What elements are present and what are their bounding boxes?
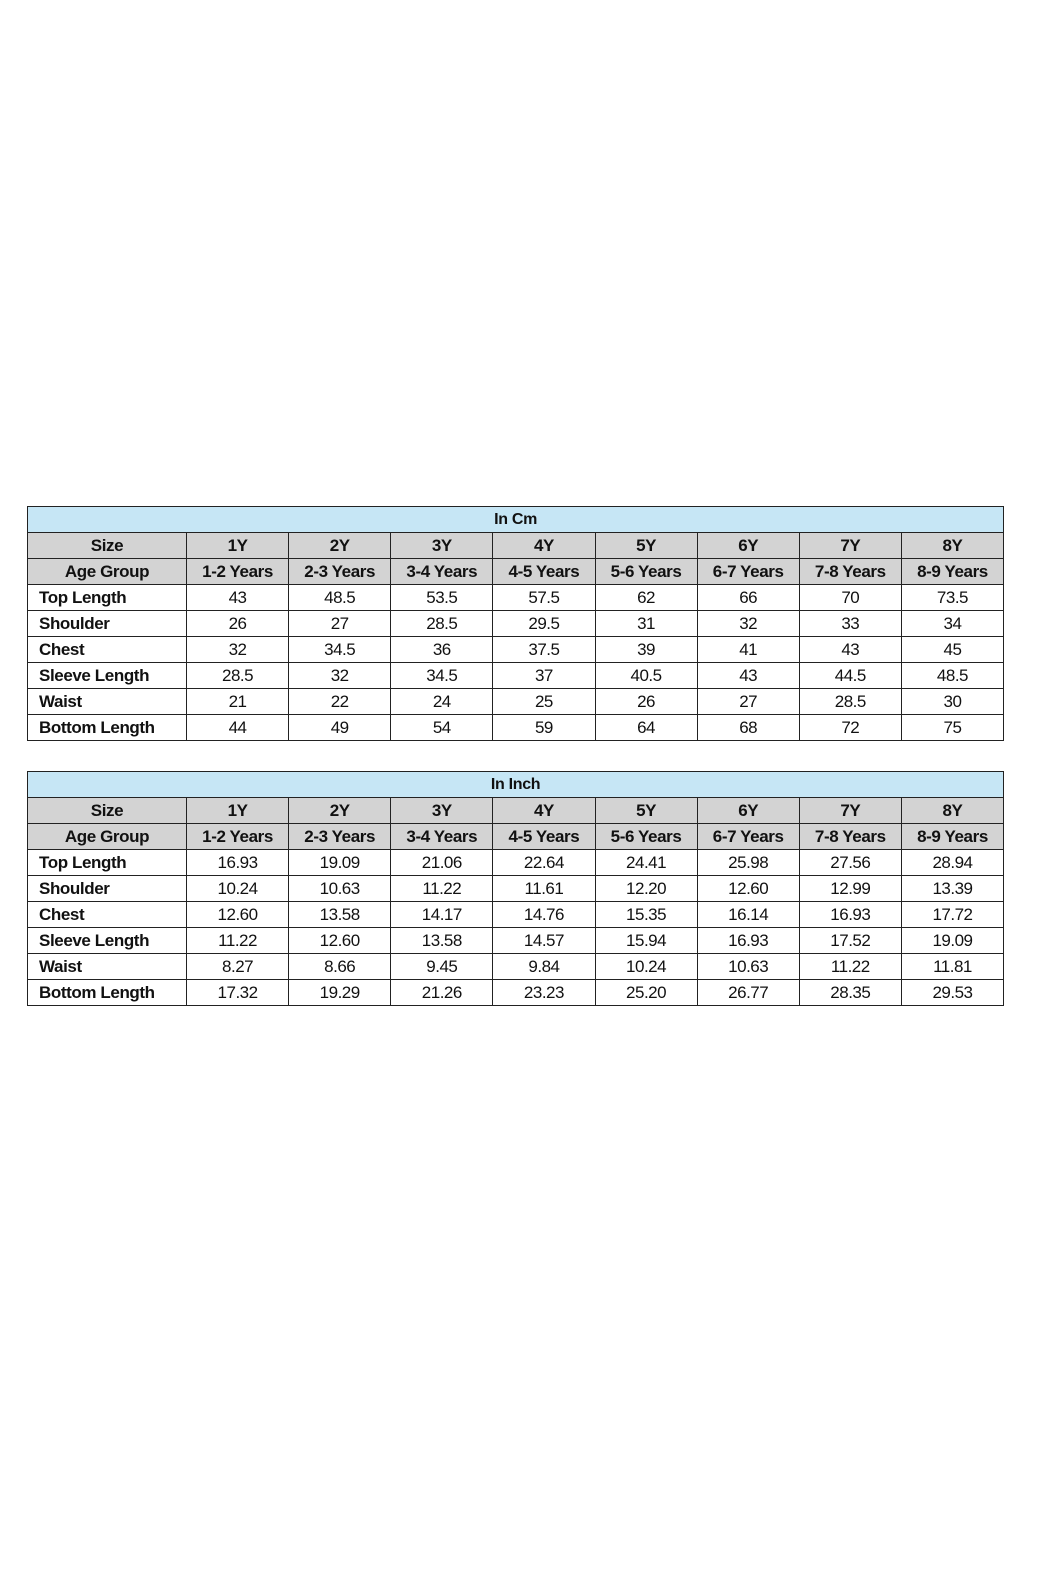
value-cell: 19.29: [289, 980, 391, 1006]
value-cell: 59: [493, 715, 595, 741]
value-cell: 27.56: [799, 850, 901, 876]
header-cell: 8Y: [901, 533, 1003, 559]
value-cell: 28.5: [391, 611, 493, 637]
value-cell: 33: [799, 611, 901, 637]
value-cell: 10.24: [595, 954, 697, 980]
value-cell: 21.06: [391, 850, 493, 876]
header-cell: 5Y: [595, 533, 697, 559]
value-cell: 44.5: [799, 663, 901, 689]
value-cell: 41: [697, 637, 799, 663]
value-cell: 13.58: [289, 902, 391, 928]
header-label-cell: Age Group: [28, 559, 187, 585]
value-cell: 32: [187, 637, 289, 663]
header-cell: 6Y: [697, 533, 799, 559]
row-label-cell: Sleeve Length: [28, 663, 187, 689]
header-cell: 3Y: [391, 798, 493, 824]
header-label-cell: Size: [28, 798, 187, 824]
header-label-cell: Age Group: [28, 824, 187, 850]
value-cell: 12.60: [697, 876, 799, 902]
header-cell: 4Y: [493, 533, 595, 559]
header-cell: 2-3 Years: [289, 559, 391, 585]
value-cell: 72: [799, 715, 901, 741]
header-cell: 5-6 Years: [595, 824, 697, 850]
header-cell: 3-4 Years: [391, 559, 493, 585]
value-cell: 54: [391, 715, 493, 741]
header-cell: 5-6 Years: [595, 559, 697, 585]
table-body: [28, 507, 1004, 741]
value-cell: 11.61: [493, 876, 595, 902]
header-cell: 5Y: [595, 798, 697, 824]
table-row: [28, 585, 1004, 611]
value-cell: 73.5: [901, 585, 1003, 611]
value-cell: 13.58: [391, 928, 493, 954]
table-header-row: [28, 824, 1004, 850]
value-cell: 32: [289, 663, 391, 689]
header-cell: 6-7 Years: [697, 824, 799, 850]
value-cell: 48.5: [901, 663, 1003, 689]
header-cell: 8Y: [901, 798, 1003, 824]
table-header-row: [28, 559, 1004, 585]
value-cell: 21.26: [391, 980, 493, 1006]
table-row: [28, 611, 1004, 637]
value-cell: 27: [697, 689, 799, 715]
value-cell: 19.09: [901, 928, 1003, 954]
value-cell: 28.5: [799, 689, 901, 715]
header-cell: 3Y: [391, 533, 493, 559]
value-cell: 14.57: [493, 928, 595, 954]
header-cell: 1-2 Years: [187, 559, 289, 585]
value-cell: 21: [187, 689, 289, 715]
header-cell: 2Y: [289, 533, 391, 559]
value-cell: 37: [493, 663, 595, 689]
value-cell: 48.5: [289, 585, 391, 611]
header-cell: 7Y: [799, 798, 901, 824]
table-row: [28, 715, 1004, 741]
value-cell: 45: [901, 637, 1003, 663]
table-row: [28, 689, 1004, 715]
value-cell: 34.5: [289, 637, 391, 663]
table-row: [28, 980, 1004, 1006]
row-label-cell: Bottom Length: [28, 715, 187, 741]
value-cell: 15.35: [595, 902, 697, 928]
value-cell: 14.17: [391, 902, 493, 928]
value-cell: 43: [187, 585, 289, 611]
table-header-row: [28, 533, 1004, 559]
table-row: [28, 928, 1004, 954]
value-cell: 23.23: [493, 980, 595, 1006]
value-cell: 17.72: [901, 902, 1003, 928]
value-cell: 28.94: [901, 850, 1003, 876]
row-label-cell: Top Length: [28, 850, 187, 876]
value-cell: 44: [187, 715, 289, 741]
value-cell: 29.53: [901, 980, 1003, 1006]
value-cell: 34: [901, 611, 1003, 637]
value-cell: 14.76: [493, 902, 595, 928]
row-label-cell: Shoulder: [28, 611, 187, 637]
table-title-row: [28, 772, 1004, 798]
value-cell: 62: [595, 585, 697, 611]
size-chart-cm-table: [27, 506, 1004, 741]
value-cell: 12.60: [289, 928, 391, 954]
value-cell: 40.5: [595, 663, 697, 689]
value-cell: 66: [697, 585, 799, 611]
value-cell: 29.5: [493, 611, 595, 637]
row-label-cell: Waist: [28, 689, 187, 715]
table-title: In Cm: [28, 507, 1004, 533]
header-cell: 6Y: [697, 798, 799, 824]
value-cell: 39: [595, 637, 697, 663]
value-cell: 17.32: [187, 980, 289, 1006]
value-cell: 26: [187, 611, 289, 637]
value-cell: 9.45: [391, 954, 493, 980]
value-cell: 43: [799, 637, 901, 663]
value-cell: 22: [289, 689, 391, 715]
value-cell: 30: [901, 689, 1003, 715]
value-cell: 25.98: [697, 850, 799, 876]
value-cell: 68: [697, 715, 799, 741]
header-cell: 7-8 Years: [799, 559, 901, 585]
value-cell: 11.22: [799, 954, 901, 980]
value-cell: 22.64: [493, 850, 595, 876]
row-label-cell: Chest: [28, 902, 187, 928]
header-cell: 1Y: [187, 533, 289, 559]
value-cell: 27: [289, 611, 391, 637]
value-cell: 53.5: [391, 585, 493, 611]
header-cell: 7-8 Years: [799, 824, 901, 850]
value-cell: 43: [697, 663, 799, 689]
value-cell: 31: [595, 611, 697, 637]
value-cell: 11.81: [901, 954, 1003, 980]
header-cell: 1Y: [187, 798, 289, 824]
header-cell: 8-9 Years: [901, 559, 1003, 585]
table-row: [28, 876, 1004, 902]
value-cell: 10.63: [697, 954, 799, 980]
value-cell: 37.5: [493, 637, 595, 663]
value-cell: 75: [901, 715, 1003, 741]
value-cell: 26.77: [697, 980, 799, 1006]
table-row: [28, 954, 1004, 980]
table-row: [28, 850, 1004, 876]
value-cell: 16.93: [799, 902, 901, 928]
value-cell: 16.14: [697, 902, 799, 928]
header-cell: 1-2 Years: [187, 824, 289, 850]
value-cell: 16.93: [697, 928, 799, 954]
header-cell: 8-9 Years: [901, 824, 1003, 850]
value-cell: 13.39: [901, 876, 1003, 902]
table-header-row: [28, 798, 1004, 824]
value-cell: 24: [391, 689, 493, 715]
value-cell: 36: [391, 637, 493, 663]
value-cell: 12.20: [595, 876, 697, 902]
value-cell: 28.35: [799, 980, 901, 1006]
value-cell: 24.41: [595, 850, 697, 876]
value-cell: 49: [289, 715, 391, 741]
value-cell: 11.22: [187, 928, 289, 954]
header-cell: 4Y: [493, 798, 595, 824]
value-cell: 12.60: [187, 902, 289, 928]
table-title-row: [28, 507, 1004, 533]
row-label-cell: Chest: [28, 637, 187, 663]
table-body: [28, 772, 1004, 1006]
header-cell: 4-5 Years: [493, 824, 595, 850]
value-cell: 8.66: [289, 954, 391, 980]
value-cell: 32: [697, 611, 799, 637]
table-row: [28, 637, 1004, 663]
value-cell: 8.27: [187, 954, 289, 980]
table-row: [28, 902, 1004, 928]
row-label-cell: Waist: [28, 954, 187, 980]
value-cell: 10.63: [289, 876, 391, 902]
table-title: In Inch: [28, 772, 1004, 798]
value-cell: 34.5: [391, 663, 493, 689]
value-cell: 11.22: [391, 876, 493, 902]
header-cell: 2Y: [289, 798, 391, 824]
value-cell: 25: [493, 689, 595, 715]
value-cell: 16.93: [187, 850, 289, 876]
row-label-cell: Sleeve Length: [28, 928, 187, 954]
value-cell: 12.99: [799, 876, 901, 902]
row-label-cell: Top Length: [28, 585, 187, 611]
value-cell: 64: [595, 715, 697, 741]
value-cell: 26: [595, 689, 697, 715]
size-chart-inch-table: [27, 771, 1004, 1006]
header-cell: 4-5 Years: [493, 559, 595, 585]
header-label-cell: Size: [28, 533, 187, 559]
value-cell: 70: [799, 585, 901, 611]
header-cell: 7Y: [799, 533, 901, 559]
value-cell: 25.20: [595, 980, 697, 1006]
header-cell: 2-3 Years: [289, 824, 391, 850]
value-cell: 17.52: [799, 928, 901, 954]
header-cell: 6-7 Years: [697, 559, 799, 585]
value-cell: 15.94: [595, 928, 697, 954]
value-cell: 9.84: [493, 954, 595, 980]
value-cell: 57.5: [493, 585, 595, 611]
row-label-cell: Bottom Length: [28, 980, 187, 1006]
table-row: [28, 663, 1004, 689]
row-label-cell: Shoulder: [28, 876, 187, 902]
value-cell: 10.24: [187, 876, 289, 902]
value-cell: 28.5: [187, 663, 289, 689]
header-cell: 3-4 Years: [391, 824, 493, 850]
value-cell: 19.09: [289, 850, 391, 876]
